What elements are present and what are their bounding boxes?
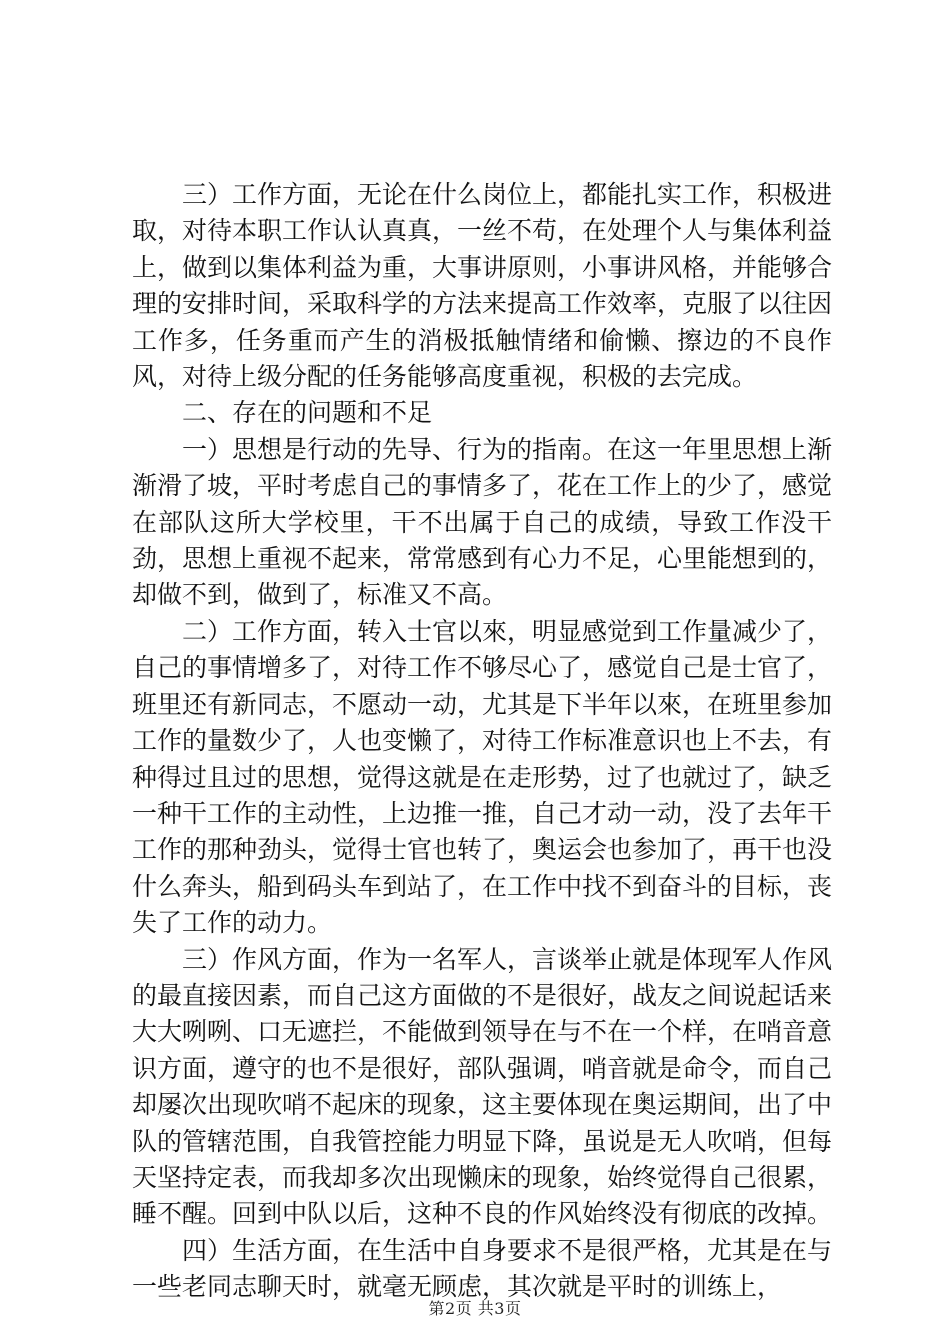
document-body	[132, 177, 832, 1306]
paragraph-style-aspect: 三）作风方面，作为一名军人，言谈举止就是体现军人作风的最直接因素，而自己这方面做的不是很好，战友之间说起话来大大咧咧、口无遮拦，不能做到领导在与不在一个样，在哨音意识方面，遵守的也不是很好，部队强调，哨音就是命令，而自己却屡次出现吹哨不起床的现象，这主要体现在奥运期间，出了中队的管辖范围，自我管控能力明显下降，虽说是无人吹哨，但每天坚持定表，而我却多次出现懒床的现象，始终觉得自己很累，睡不醒。回到中队以后，这种不良的作风始终没有彻底的改掉。	[132, 944, 833, 1229]
paragraph-thought-aspect: 一）思想是行动的先导、行为的指南。在这一年里思想上渐渐滑了坡，平时考虑自己的事情多了，花在工作上的少了，感觉在部队这所大学校里，干不出属于自己的成绩，导致工作没干劲，思想上重视不起来，常常感到有心力不足，心里能想到的，却做不到，做到了，标准又不高。	[132, 434, 833, 610]
page-footer: 第2页 共3页	[428, 1299, 522, 1318]
section-heading-problems: 二、存在的问题和不足	[182, 398, 433, 428]
paragraph-work-aspect: 三）工作方面，无论在什么岗位上，都能扎实工作，积极进取，对待本职工作认认真真，一丝不苟，在处理个人与集体利益上，做到以集体利益为重，大事讲原则，小事讲风格，并能够合理的安排时间，采取科学的方法来提高工作效率，克服了以往因工作多，任务重而产生的消极抵触情绪和偷懒、擦边的不良作风，对待上级分配的任务能够高度重视，积极的去完成。	[132, 180, 833, 392]
paragraph-work-problems: 二）工作方面，转入士官以來，明显感觉到工作量减少了，自己的事情增多了，对待工作不够尽心了，感觉自己是士官了，班里还有新同志，不愿动一动，尤其是下半年以來，在班里参加工作的量数少了，人也变懒了，对待工作标准意识也上不去，有种得过且过的思想，觉得这就是在走形势，过了也就过了，缺乏一种干工作的主动性，上边推一推，自己才动一动，没了去年干工作的那种劲头，觉得士官也转了，奥运会也参加了，再干也没什么奔头，船到码头车到站了，在工作中找不到奋斗的目标，丧失了工作的动力。	[132, 616, 833, 938]
paragraph-life-aspect: 四）生活方面，在生活中自身要求不是很严格，尤其是在与一些老同志聊天时，就毫无顾虑，其次就是平时的训练上，	[132, 1235, 833, 1302]
